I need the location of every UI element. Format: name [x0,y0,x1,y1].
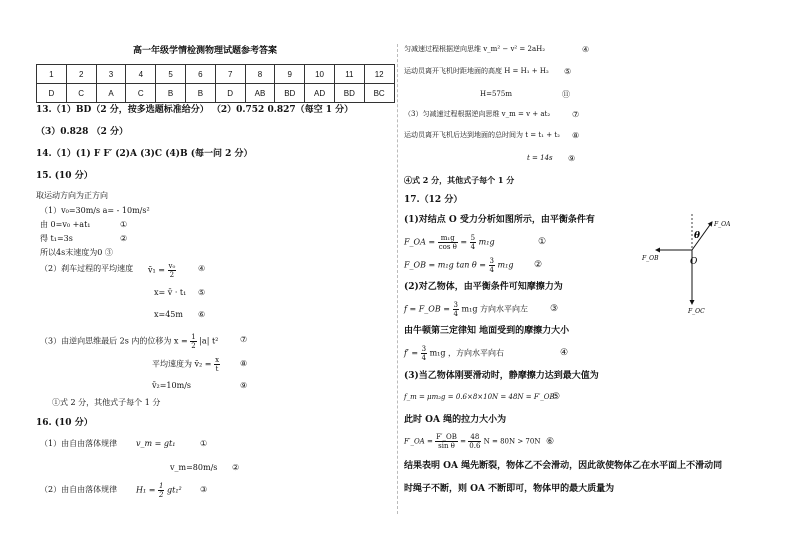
q17-eq3: f = F_OB = $\frac{3}{4}$ m₁g 方向水平向左 [404,301,529,318]
table-cell: AB [245,84,275,103]
table-cell: BD [275,84,305,103]
q17-eq2-num: ② [534,260,543,270]
q15-eq8: 平均速度为 v̄₂ = $\frac{x}{t}$ [152,356,220,373]
label-fob: F_OB [642,255,659,262]
table-cell: BC [364,84,394,103]
q17-eq5: f_m = μm₂g = 0.6×8×10N = 48N = F′_OB [404,393,555,401]
q15-eq7: （3）由逆向思维最后 2s 内的位移为 x = $\frac{1}{2}$ |a| t² [40,333,219,350]
table-cell: A [96,84,126,103]
q17-part1: (1)对结点 O 受力分析如图所示，由平衡条件有 [404,215,595,225]
r-eq4: 匀减速过程根据逆向思维 v_m² − v² = 2aH₂ [404,45,546,53]
answer-table-number-row [37,65,395,84]
r-eq9: t = 14s [527,154,553,162]
q17-conclusion-2: 时绳子不断，则 OA 不断即可，物体甲的最大质量为 [404,484,615,494]
q17-eq4-num: ④ [560,348,569,358]
table-cell: 3 [96,65,126,84]
r-eq9-num: ⑨ [568,154,576,163]
label-o: O [690,257,698,267]
q17-eq4: f′ = $\frac{3}{4}$ m₁g ，方向水平向右 [404,345,505,362]
q17-eq6-num: ⑥ [546,437,555,447]
q17-third-law: 由牛顿第三定律知 地面受到的摩擦力大小 [404,326,570,336]
table-cell: B [156,84,186,103]
page-title: 高一年级学情检测物理试题参考答案 [133,46,278,56]
q16-eq1-num: ① [200,439,208,448]
q16-eq3-num: ③ [200,485,208,494]
q15-eq8-num: ⑧ [240,359,248,368]
q15-eq6-num: ⑥ [198,310,206,319]
q15-part2-text: （2）刹车过程的平均速度 [40,264,134,273]
table-cell: 9 [275,65,305,84]
q17-tension-text: 此时 OA 绳的拉力大小为 [404,415,507,425]
label-foa: F_OA [714,221,730,228]
table-cell: 4 [126,65,156,84]
r-eq5: 运动员离开飞机时距地面的高度 H = H₁ + H₂ [404,67,549,75]
r-scoring: ④式 2 分，其他式子每个 1 分 [404,175,515,185]
r-eq5-num: ⑤ [564,67,572,76]
table-cell: 5 [156,65,186,84]
q16-part2-text: （2）由自由落体规律 [40,485,118,494]
table-cell: AD [305,84,335,103]
table-cell: 8 [245,65,275,84]
r-eq8: 运动员离开飞机后达到地面的总时间为 t = t₁ + t₂ [404,131,560,139]
q15-eq2-num: ② [120,234,128,243]
table-cell: B [185,84,215,103]
q16-eq1: v_m = gt₁ [136,439,176,448]
table-cell: C [126,84,156,103]
q15-eq9: v̄₂=10m/s [152,381,191,390]
q16-eq2-num: ② [232,463,240,472]
q15-title: 15. (10 分） [36,171,93,181]
label-foc: F_OC [688,308,705,315]
table-cell: D [37,84,67,103]
q15-direction: 取运动方向为正方向 [36,191,108,200]
q17-conclusion-1: 结果表明 OA 绳先断裂，物体乙不会滑动，因此欲使物体乙在水平面上不滑动同 [404,461,723,471]
r-eq8-num: ⑧ [572,131,580,140]
q15-eq4-num: ④ [198,264,206,273]
r-eq7: （3）匀减速过程根据逆向思维 v_m = v + at₂ [404,110,551,118]
q15-eq1-num: ① [120,220,128,229]
table-cell: 1 [37,65,67,84]
q13-line1: 13.（1）BD（2 分，按多选题标准给分） （2）0.752 0.827（每空 1 分） [36,105,354,115]
table-cell: D [215,84,245,103]
q17-eq6: F′_OA = $\frac{F'\_OB}{\text{sin θ}}$ = $\frac{48}{0.6}$ N = 80N > 70N [404,433,541,450]
q15-eq2: 得 t₁=3s [40,234,73,243]
q17-eq1-num: ① [538,237,547,247]
q17-title: 17.（12 分） [404,195,463,205]
q17-part2: (2)对乙物体，由平衡条件可知摩擦力为 [404,282,563,292]
r-eq7-num: ⑦ [572,110,580,119]
q15-eq5: x= v̄ · t₁ [154,288,187,297]
q15-given: （1）v₀=30m/s a= - 10m/s² [40,206,150,215]
table-cell: 2 [66,65,96,84]
table-cell: 12 [364,65,394,84]
q17-eq5-num: ⑤ [552,392,561,402]
q15-eq4: v̄₁ = $\frac{\text{v₀}}{2}$ [148,262,176,279]
table-cell: C [66,84,96,103]
q15-eq1: 由 0=v₀ +at₁ [40,220,91,229]
q16-eq2: v_m=80m/s [170,463,218,472]
table-cell: 10 [305,65,335,84]
r-eq6-num: ⑪ [562,90,570,99]
q17-eq1: F_OA = $\frac{\text{m₁g}}{\text{cos θ}}$ = $\frac{5}{4}$ m₁g [404,234,495,251]
q14-line: 14.（1）(1) F F′ (2)A (3)C (4)B (每一问 2 分） [36,149,253,159]
q17-eq2: F_OB = m₁g tan θ = $\frac{3}{4}$ m₁g [404,257,514,274]
q15-eq5-num: ⑤ [198,288,206,297]
q15-eq7-num: ⑦ [240,335,248,344]
label-theta: θ [694,231,701,241]
table-cell: 6 [185,65,215,84]
q13-line2: （3）0.828 （2 分） [36,127,128,137]
answer-table [36,64,395,103]
q17-part3: (3)当乙物体刚要滑动时，静摩擦力达到最大值为 [404,371,599,381]
q15-eq9-num: ⑨ [240,381,248,390]
q16-title: 16. (10 分） [36,418,93,428]
q15-eq3: 所以4s末速度为0 ③ [40,248,113,257]
r-eq6: H=575m [480,90,512,98]
q17-eq3-num: ③ [550,304,559,314]
force-diagram [640,212,730,320]
q15-scoring: ①式 2 分，其他式子每个 1 分 [52,398,161,407]
q15-eq6: x=45m [154,310,183,319]
table-cell: 7 [215,65,245,84]
q16-part1-text: （1）由自由落体规律 [40,439,118,448]
r-eq4-num: ④ [582,45,590,54]
table-cell: 11 [334,65,364,84]
column-divider [397,44,398,514]
q16-eq3: H₁ = $\frac{1}{2}$ gt₁² [136,482,182,499]
answer-table-answer-row [37,84,395,103]
table-cell: BD [334,84,364,103]
